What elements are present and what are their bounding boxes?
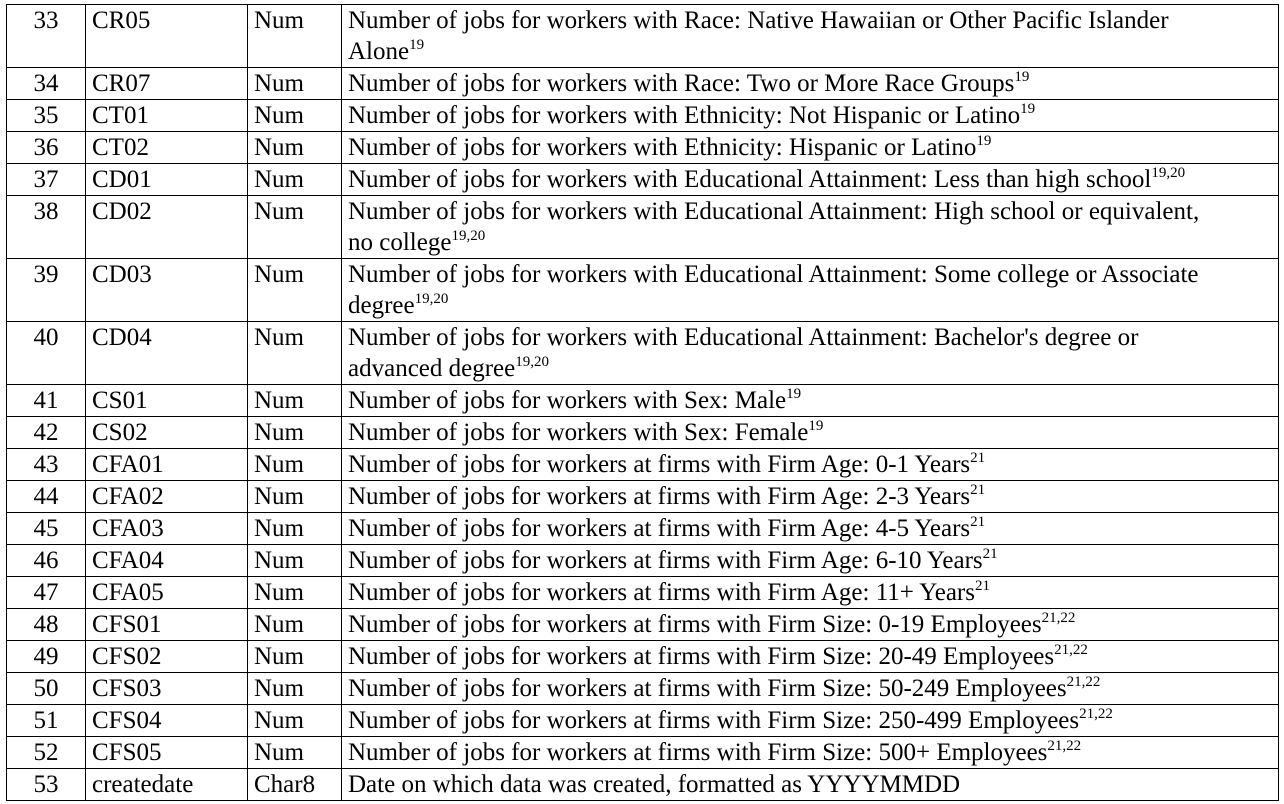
table-row [7, 385, 1279, 417]
footnote-ref: 21 [970, 514, 986, 530]
variable-type-cell: Num [248, 577, 342, 609]
footnote-ref: 21 [982, 546, 998, 562]
footnote-ref: 19 [786, 386, 802, 402]
footnote-ref: 19 [1020, 101, 1036, 117]
row-number-cell: 40 [7, 322, 86, 385]
explanation-cell [342, 449, 1279, 481]
explanation-continuation [348, 227, 1272, 258]
variable-name-cell: CD02 [86, 196, 248, 259]
explanation-text: Number of jobs for workers at firms with Firm Size: 250-499 Employees [348, 707, 1080, 734]
variable-name-cell: CS01 [86, 385, 248, 417]
explanation-text: Number of jobs for workers with Educational Attainment: Some college or Associate [348, 261, 1199, 288]
explanation-cell [342, 164, 1279, 196]
explanation-cell [342, 577, 1279, 609]
spec-table-body [7, 5, 1279, 801]
table-row [7, 132, 1279, 164]
explanation-continuation [348, 290, 1272, 321]
explanation-text: Number of jobs for workers at firms with Firm Age: 11+ Years [348, 579, 975, 606]
explanation-cell [342, 513, 1279, 545]
footnote-ref: 21,22 [1079, 706, 1113, 722]
row-number-cell: 39 [7, 259, 86, 322]
table-row [7, 68, 1279, 100]
table-row [7, 673, 1279, 705]
explanation-cell [342, 769, 1279, 801]
footnote-ref: 19,20 [414, 291, 449, 307]
row-number-cell: 44 [7, 481, 86, 513]
variable-type-cell: Num [248, 100, 342, 132]
explanation-cell [342, 385, 1279, 417]
variable-type-cell: Num [248, 737, 342, 769]
variable-type-cell: Num [248, 164, 342, 196]
footnote-ref: 21 [975, 578, 990, 594]
variable-name-cell: createdate [86, 769, 248, 801]
variable-name-cell: CD04 [86, 322, 248, 385]
explanation-text: Number of jobs for workers at firms with Firm Age: 2-3 Years [348, 483, 971, 510]
explanation-text: Number of jobs for workers with Sex: Male [348, 387, 787, 414]
variable-type-cell: Num [248, 259, 342, 322]
footnote-ref: 19 [976, 133, 992, 149]
explanation-cell [342, 259, 1279, 322]
footnote-ref: 21,22 [1047, 738, 1082, 754]
explanation-text: Number of jobs for workers at firms with Firm Age: 0-1 Years [348, 451, 971, 478]
row-number-cell: 49 [7, 641, 86, 673]
table-row [7, 5, 1279, 68]
table-row [7, 196, 1279, 259]
variable-name-cell: CFS03 [86, 673, 248, 705]
table-row [7, 322, 1279, 385]
table-row [7, 769, 1279, 801]
explanation-cell [342, 673, 1279, 705]
footnote-ref: 21 [970, 482, 986, 498]
table-row [7, 577, 1279, 609]
variable-type-cell: Num [248, 481, 342, 513]
explanation-text: Number of jobs for workers with Educational Attainment: Less than high school [348, 166, 1152, 193]
table-row [7, 259, 1279, 322]
variable-name-cell: CFA04 [86, 545, 248, 577]
variable-type-cell: Num [248, 132, 342, 164]
explanation-cell [342, 5, 1279, 68]
table-row [7, 705, 1279, 737]
variable-name-cell: CS02 [86, 417, 248, 449]
table-row [7, 481, 1279, 513]
explanation-text: Number of jobs for workers at firms with Firm Size: 20-49 Employees [348, 643, 1055, 670]
variable-name-cell: CT01 [86, 100, 248, 132]
table-row [7, 641, 1279, 673]
variable-type-cell: Num [248, 513, 342, 545]
variable-type-cell: Num [248, 705, 342, 737]
variable-type-cell: Num [248, 609, 342, 641]
explanation-text: Number of jobs for workers at firms with Firm Size: 0-19 Employees [348, 611, 1042, 638]
row-number-cell: 45 [7, 513, 86, 545]
variable-type-cell: Num [248, 545, 342, 577]
variable-type-cell: Num [248, 68, 342, 100]
explanation-cell [342, 545, 1279, 577]
variable-type-cell: Num [248, 449, 342, 481]
explanation-text-continued: degree [348, 292, 415, 319]
footnote-ref: 21,22 [1041, 610, 1076, 626]
variable-name-cell: CFS01 [86, 609, 248, 641]
row-number-cell: 37 [7, 164, 86, 196]
explanation-text: Number of jobs for workers at firms with Firm Size: 500+ Employees [348, 739, 1048, 766]
explanation-text: Number of jobs for workers with Sex: Female [348, 419, 809, 446]
variable-name-cell: CFS02 [86, 641, 248, 673]
variable-spec-table [6, 4, 1279, 801]
explanation-text: Number of jobs for workers at firms with Firm Age: 6-10 Years [348, 547, 983, 574]
variable-name-cell: CFA05 [86, 577, 248, 609]
explanation-cell [342, 132, 1279, 164]
variable-type-cell: Num [248, 673, 342, 705]
variable-name-cell: CR07 [86, 68, 248, 100]
explanation-cell [342, 100, 1279, 132]
table-row [7, 513, 1279, 545]
explanation-continuation [348, 36, 1272, 67]
variable-name-cell: CFA03 [86, 513, 248, 545]
row-number-cell: 46 [7, 545, 86, 577]
explanation-cell [342, 322, 1279, 385]
variable-name-cell: CFA02 [86, 481, 248, 513]
explanation-text-continued: advanced degree [348, 355, 516, 382]
explanation-cell [342, 737, 1279, 769]
row-number-cell: 36 [7, 132, 86, 164]
explanation-cell [342, 417, 1279, 449]
footnote-ref: 19 [409, 37, 425, 53]
row-number-cell: 52 [7, 737, 86, 769]
variable-name-cell: CFS04 [86, 705, 248, 737]
variable-type-cell: Num [248, 641, 342, 673]
row-number-cell: 48 [7, 609, 86, 641]
explanation-cell [342, 196, 1279, 259]
variable-name-cell: CFS05 [86, 737, 248, 769]
explanation-cell [342, 481, 1279, 513]
row-number-cell: 43 [7, 449, 86, 481]
explanation-text: Date on which data was created, formatted as YYYYMMDD [348, 771, 961, 798]
footnote-ref: 19 [808, 418, 824, 434]
variable-type-cell: Num [248, 5, 342, 68]
variable-type-cell: Num [248, 385, 342, 417]
row-number-cell: 34 [7, 68, 86, 100]
explanation-text: Number of jobs for workers with Race: Native Hawaiian or Other Pacific Islander [348, 7, 1169, 34]
explanation-text: Number of jobs for workers with Educational Attainment: Bachelor's degree or [348, 324, 1139, 351]
footnote-ref: 19,20 [515, 354, 549, 370]
explanation-text: Number of jobs for workers with Ethnicity: Hispanic or Latino [348, 134, 977, 161]
table-row [7, 449, 1279, 481]
variable-name-cell: CFA01 [86, 449, 248, 481]
footnote-ref: 19,20 [451, 228, 486, 244]
row-number-cell: 35 [7, 100, 86, 132]
explanation-cell [342, 641, 1279, 673]
footnote-ref: 21,22 [1066, 674, 1101, 690]
variable-type-cell: Char8 [248, 769, 342, 801]
row-number-cell: 51 [7, 705, 86, 737]
row-number-cell: 41 [7, 385, 86, 417]
variable-type-cell: Num [248, 196, 342, 259]
footnote-ref: 19 [1014, 69, 1030, 85]
variable-name-cell: CR05 [86, 5, 248, 68]
row-number-cell: 53 [7, 769, 86, 801]
variable-type-cell: Num [248, 322, 342, 385]
explanation-text: Number of jobs for workers at firms with Firm Size: 50-249 Employees [348, 675, 1067, 702]
explanation-cell [342, 68, 1279, 100]
variable-name-cell: CT02 [86, 132, 248, 164]
explanation-text: Number of jobs for workers at firms with Firm Age: 4-5 Years [348, 515, 971, 542]
footnote-ref: 21,22 [1054, 642, 1088, 658]
variable-type-cell: Num [248, 417, 342, 449]
table-row [7, 545, 1279, 577]
explanation-text: Number of jobs for workers with Educational Attainment: High school or equivalent, [348, 198, 1200, 225]
explanation-cell [342, 705, 1279, 737]
explanation-text-continued: Alone [348, 38, 410, 65]
row-number-cell: 42 [7, 417, 86, 449]
table-row [7, 609, 1279, 641]
table-row [7, 417, 1279, 449]
variable-name-cell: CD01 [86, 164, 248, 196]
table-row [7, 164, 1279, 196]
variable-name-cell: CD03 [86, 259, 248, 322]
row-number-cell: 47 [7, 577, 86, 609]
explanation-text-continued: no college [348, 229, 452, 256]
table-row [7, 737, 1279, 769]
explanation-continuation [348, 353, 1272, 384]
footnote-ref: 21 [970, 450, 986, 466]
table-row [7, 100, 1279, 132]
explanation-text: Number of jobs for workers with Race: Two or More Race Groups [348, 70, 1015, 97]
explanation-cell [342, 609, 1279, 641]
row-number-cell: 33 [7, 5, 86, 68]
row-number-cell: 50 [7, 673, 86, 705]
row-number-cell: 38 [7, 196, 86, 259]
explanation-text: Number of jobs for workers with Ethnicity: Not Hispanic or Latino [348, 102, 1021, 129]
footnote-ref: 19,20 [1151, 165, 1186, 181]
